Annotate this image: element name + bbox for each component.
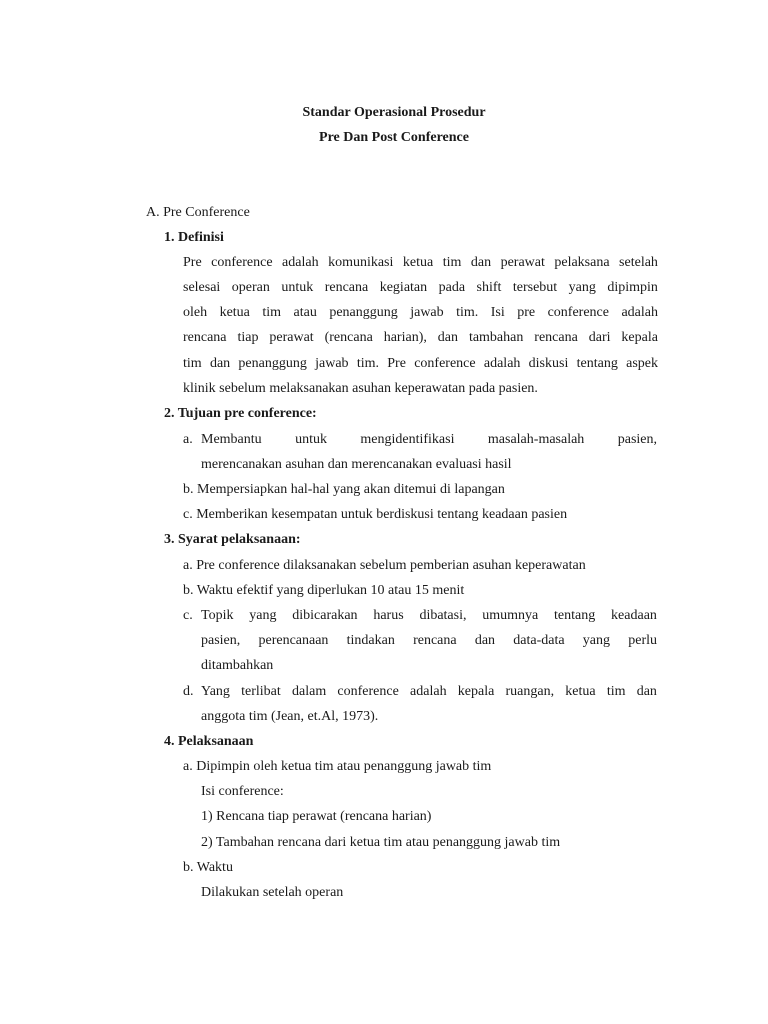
word: tim bbox=[183, 356, 202, 371]
word: tambahan bbox=[468, 330, 524, 345]
syarat-a: a. Pre conference dilaksanakan sebelum pemberian asuhan keperawatan bbox=[183, 558, 586, 573]
word: pelaksana bbox=[554, 255, 610, 270]
word: atau bbox=[293, 305, 317, 320]
word: pada bbox=[438, 280, 466, 295]
word: tiap bbox=[237, 330, 259, 345]
pelaksanaan-b: b. Waktu bbox=[183, 860, 233, 875]
syarat-b: b. Waktu efektif yang diperlukan 10 atau 15 menit bbox=[183, 583, 465, 598]
word: tentang bbox=[576, 356, 618, 371]
word: umumnya bbox=[482, 608, 539, 623]
waktu-detail: Dilakukan setelah operan bbox=[201, 885, 344, 900]
word: tersebut bbox=[512, 280, 558, 295]
word: penanggung bbox=[329, 305, 398, 320]
section-4-heading: 4. Pelaksanaan bbox=[164, 734, 254, 749]
word: Isi bbox=[490, 305, 505, 320]
word: (rencana bbox=[324, 330, 373, 345]
section-3-heading: 3. Syarat pelaksanaan: bbox=[164, 532, 301, 547]
word: kepala bbox=[621, 330, 658, 345]
syarat-c-line-3: ditambahkan bbox=[201, 658, 274, 673]
word: ketua bbox=[565, 684, 596, 699]
word: tindakan bbox=[346, 633, 395, 648]
isi-item-1: 1) Rencana tiap perawat (rencana harian) bbox=[201, 809, 432, 824]
isi-conference-label: Isi conference: bbox=[201, 784, 284, 799]
word: penanggung bbox=[238, 356, 307, 371]
word: diskusi bbox=[528, 356, 569, 371]
word: rencana bbox=[413, 633, 457, 648]
word: tentang bbox=[554, 608, 596, 623]
word: dan bbox=[209, 356, 231, 371]
syarat-c-marker: c. bbox=[183, 608, 193, 623]
word: dibatasi, bbox=[419, 608, 467, 623]
word: terlibat bbox=[241, 684, 281, 699]
word: untuk bbox=[281, 280, 314, 295]
word: harian), bbox=[383, 330, 427, 345]
word: tim. bbox=[456, 305, 479, 320]
word: perencanaan bbox=[258, 633, 329, 648]
tujuan-a-line-2: merencanakan asuhan dan merencanakan evaluasi hasil bbox=[201, 457, 512, 472]
section-1-heading: 1. Definisi bbox=[164, 230, 224, 245]
word: data-data bbox=[513, 633, 565, 648]
word: conference bbox=[211, 255, 273, 270]
definisi-line-4 bbox=[183, 330, 658, 346]
word: harus bbox=[373, 608, 404, 623]
word: yang bbox=[568, 280, 596, 295]
word: Topik bbox=[201, 608, 234, 623]
section-2-heading: 2. Tujuan pre conference: bbox=[164, 406, 317, 421]
word: operan bbox=[231, 280, 270, 295]
word: rencana bbox=[534, 330, 578, 345]
document-subtitle: Pre Dan Post Conference bbox=[319, 130, 469, 145]
word: aspek bbox=[626, 356, 658, 371]
word: ketua bbox=[219, 305, 250, 320]
tujuan-c: c. Memberikan kesempatan untuk berdiskusi tentang keadaan pasien bbox=[183, 507, 568, 522]
word: conference bbox=[547, 305, 609, 320]
word: perawat bbox=[500, 255, 545, 270]
definisi-line-3 bbox=[183, 305, 658, 321]
word: tim. bbox=[356, 356, 379, 371]
word: dalam bbox=[292, 684, 327, 699]
word: tim bbox=[606, 684, 626, 699]
word: pre bbox=[517, 305, 536, 320]
word: komunikasi bbox=[328, 255, 394, 270]
word: ruangan, bbox=[505, 684, 555, 699]
word: tim bbox=[262, 305, 282, 320]
word: jawab bbox=[410, 305, 444, 320]
word: shift bbox=[476, 280, 502, 295]
word: keadaan bbox=[611, 608, 657, 623]
word: dan bbox=[636, 684, 657, 699]
word: kepala bbox=[457, 684, 495, 699]
word: perlu bbox=[628, 633, 657, 648]
word: adalah bbox=[621, 305, 658, 320]
tujuan-a-marker: a. bbox=[183, 432, 193, 447]
isi-item-2: 2) Tambahan rencana dari ketua tim atau penanggung jawab tim bbox=[201, 835, 561, 850]
word: adalah bbox=[483, 356, 521, 371]
word: rencana bbox=[324, 280, 369, 295]
word: Yang bbox=[201, 684, 230, 699]
syarat-d-line-1 bbox=[201, 684, 657, 700]
word: conference bbox=[337, 684, 399, 699]
word: yang bbox=[249, 608, 277, 623]
word: dan bbox=[470, 255, 492, 270]
word: pasien, bbox=[201, 633, 241, 648]
word: oleh bbox=[183, 305, 208, 320]
word: rencana bbox=[183, 330, 227, 345]
word: tim bbox=[442, 255, 462, 270]
word: Pre bbox=[183, 255, 202, 270]
word: kegiatan bbox=[379, 280, 428, 295]
definisi-line-1 bbox=[183, 255, 658, 271]
word: perawat bbox=[269, 330, 314, 345]
definisi-line-6: klinik sebelum melaksanakan asuhan keperawatan pada pasien. bbox=[183, 381, 538, 396]
tujuan-a-line-1: Membantu untuk mengidentifikasi masalah-masalah pasien, bbox=[201, 432, 657, 447]
word: dan bbox=[437, 330, 459, 345]
word: ketua bbox=[402, 255, 434, 270]
syarat-c-line-1 bbox=[201, 608, 657, 624]
syarat-d-line-2: anggota tim (Jean, et.Al, 1973). bbox=[201, 709, 379, 724]
word: dibicarakan bbox=[292, 608, 358, 623]
word: dari bbox=[588, 330, 611, 345]
word: adalah bbox=[282, 255, 319, 270]
word: adalah bbox=[410, 684, 447, 699]
word: yang bbox=[582, 633, 611, 648]
word: Pre bbox=[387, 356, 406, 371]
word: dan bbox=[474, 633, 496, 648]
word: selesai bbox=[183, 280, 221, 295]
word: dipimpin bbox=[607, 280, 658, 295]
pelaksanaan-a: a. Dipimpin oleh ketua tim atau penanggung jawab tim bbox=[183, 759, 492, 774]
word: setelah bbox=[619, 255, 658, 270]
definisi-line-2 bbox=[183, 280, 658, 296]
definisi-line-5 bbox=[183, 356, 658, 372]
word: jawab bbox=[315, 356, 349, 371]
tujuan-b: b. Mempersiapkan hal-hal yang akan ditemui di lapangan bbox=[183, 482, 505, 497]
section-a-heading: A. Pre Conference bbox=[146, 205, 250, 220]
syarat-d-marker: d. bbox=[183, 684, 194, 699]
syarat-c-line-2 bbox=[201, 633, 657, 649]
document-title: Standar Operasional Prosedur bbox=[302, 105, 486, 120]
word: conference bbox=[414, 356, 476, 371]
